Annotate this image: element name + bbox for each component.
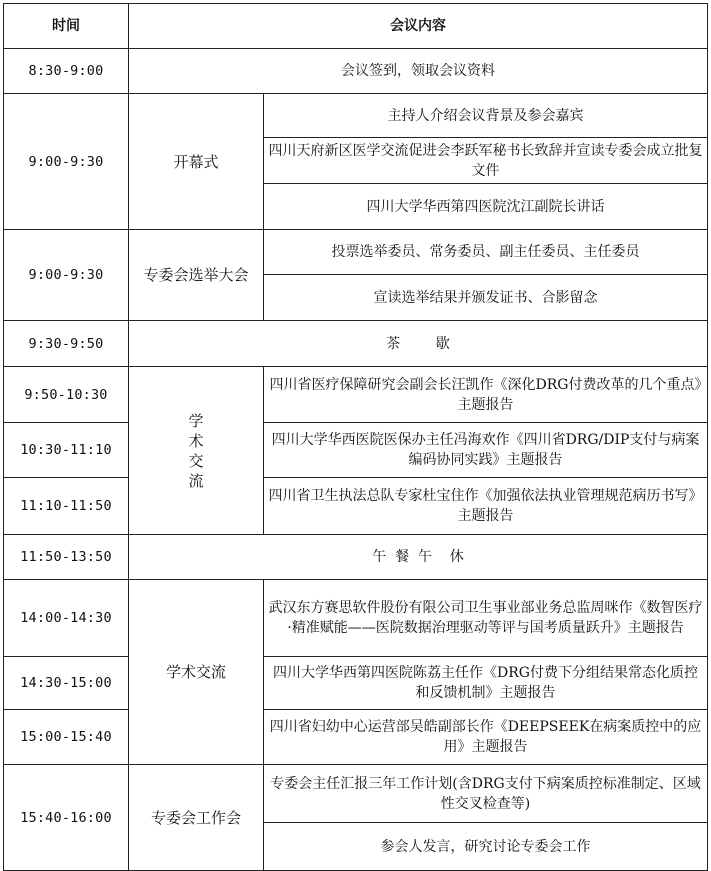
time-cell: 9:30-9:50 bbox=[4, 321, 129, 367]
time-cell: 11:50-13:50 bbox=[4, 535, 129, 580]
table-row bbox=[4, 657, 708, 710]
content-cell: 茶 歇 bbox=[129, 321, 708, 367]
table-row bbox=[4, 230, 708, 275]
content-cell: 四川省妇幼中心运营部吴皓副部长作《DEEPSEEK在病案质控中的应用》主题报告 bbox=[264, 710, 708, 765]
agenda-table bbox=[3, 3, 708, 871]
content-cell: 四川天府新区医学交流促进会李跃军秘书长致辞并宣读专委会成立批复文件 bbox=[264, 138, 708, 184]
table-row bbox=[4, 423, 708, 478]
content-cell: 四川大学华西第四医院沈江副院长讲话 bbox=[264, 184, 708, 230]
content-cell: 宣读选举结果并颁发证书、合影留念 bbox=[264, 275, 708, 321]
table-row bbox=[4, 94, 708, 138]
time-cell: 9:50-10:30 bbox=[4, 367, 129, 423]
session-char: 流 bbox=[188, 471, 204, 490]
content-cell: 武汉东方赛思软件股份有限公司卫生事业部业务总监周咪作《数智医疗 ·精准赋能——医院数据治理驱动等评与国考质量跃升》主题报告 bbox=[264, 580, 708, 657]
content-cell: 会议签到，领取会议资料 bbox=[129, 49, 708, 94]
content-cell: 参会人发言，研究讨论专委会工作 bbox=[264, 823, 708, 871]
table-row bbox=[4, 478, 708, 535]
header-content: 会议内容 bbox=[129, 4, 708, 49]
table-row bbox=[4, 580, 708, 657]
session-cell: 开幕式 bbox=[129, 94, 264, 230]
session-cell: 学术交流 bbox=[129, 580, 264, 765]
time-cell: 15:40-16:00 bbox=[4, 765, 129, 871]
content-cell: 四川省卫生执法总队专家杜宝住作《加强依法执业管理规范病历书写》主题报告 bbox=[264, 478, 708, 535]
session-cell bbox=[129, 367, 264, 535]
content-cell: 主持人介绍会议背景及参会嘉宾 bbox=[264, 94, 708, 138]
time-cell: 10:30-11:10 bbox=[4, 423, 129, 478]
content-cell: 专委会主任汇报三年工作计划(含DRG支付下病案质控标准制定、区域性交叉检查等) bbox=[264, 765, 708, 823]
content-cell: 投票选举委员、常务委员、副主任委员、主任委员 bbox=[264, 230, 708, 275]
time-cell: 15:00-15:40 bbox=[4, 710, 129, 765]
time-cell: 11:10-11:50 bbox=[4, 478, 129, 535]
time-cell: 9:00-9:30 bbox=[4, 230, 129, 321]
session-char: 术 bbox=[188, 431, 204, 450]
table-row bbox=[4, 49, 708, 94]
content-cell: 午 餐 午 休 bbox=[129, 535, 708, 580]
time-cell: 14:00-14:30 bbox=[4, 580, 129, 657]
header-row bbox=[4, 4, 708, 49]
header-time: 时间 bbox=[4, 4, 129, 49]
session-cell: 专委会选举大会 bbox=[129, 230, 264, 321]
table-row bbox=[4, 710, 708, 765]
content-cell: 四川大学华西第四医院陈荔主任作《DRG付费下分组结果常态化质控和反馈机制》主题报告 bbox=[264, 657, 708, 710]
time-cell: 8:30-9:00 bbox=[4, 49, 129, 94]
table-row bbox=[4, 321, 708, 367]
content-cell: 四川省医疗保障研究会副会长汪凯作《深化DRG付费改革的几个重点》主题报告 bbox=[264, 367, 708, 423]
session-char: 交 bbox=[188, 451, 204, 470]
time-cell: 9:00-9:30 bbox=[4, 94, 129, 230]
table-row bbox=[4, 765, 708, 823]
time-cell: 14:30-15:00 bbox=[4, 657, 129, 710]
table-row bbox=[4, 535, 708, 580]
session-cell: 专委会工作会 bbox=[129, 765, 264, 871]
table-row bbox=[4, 367, 708, 423]
session-char: 学 bbox=[188, 411, 204, 430]
content-cell: 四川大学华西医院医保办主任冯海欢作《四川省DRG/DIP支付与病案编码协同实践》主题报告 bbox=[264, 423, 708, 478]
